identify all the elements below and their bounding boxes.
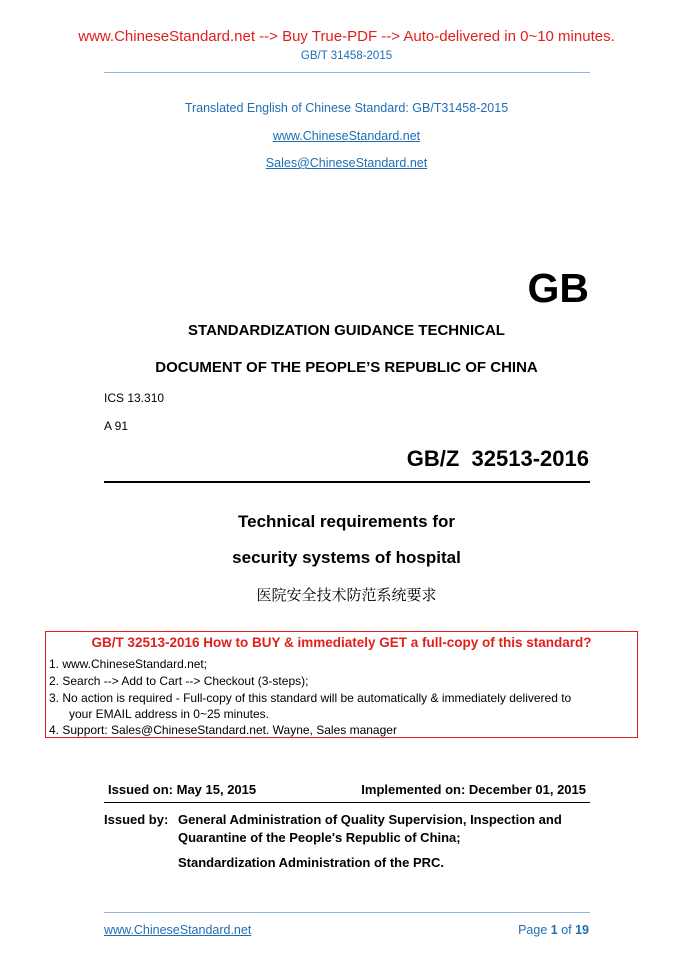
page-number	[518, 923, 589, 937]
standard-number: GB/Z 32513-2016	[406, 446, 589, 471]
english-title-line-1: Technical requirements for	[238, 512, 455, 531]
footer-site-link[interactable]: www.ChineseStandard.net	[104, 923, 252, 937]
ics-code: ICS 13.310	[104, 391, 165, 405]
header-standard-code: GB/T 31458-2015	[300, 50, 393, 62]
chinese-title: 医院安全技术防范系统要求	[256, 586, 437, 604]
footer-divider	[104, 912, 590, 913]
dates-divider	[104, 802, 590, 803]
header-divider	[104, 72, 590, 73]
buy-step-1[interactable]: 1. www.ChineseStandard.net;	[49, 657, 208, 671]
issued-date: Issued on: May 15, 2015	[108, 782, 257, 797]
issued-by-label: Issued by:	[104, 812, 169, 827]
page-of: of	[557, 923, 576, 937]
english-title-line-2: security systems of hospital	[232, 548, 461, 567]
translation-note: Translated English of Chinese Standard: GB/T31458-2015	[184, 101, 509, 115]
page-current: 1	[550, 923, 558, 937]
buy-step-2: 2. Search --> Add to Cart --> Checkout (3-steps);	[49, 674, 309, 688]
footer-site-row	[104, 923, 251, 937]
implemented-date: Implemented on: December 01, 2015	[361, 782, 586, 797]
page-total: 19	[575, 923, 589, 937]
translation-site-row	[0, 129, 693, 143]
buy-step-3-continued: your EMAIL address in 0~25 minutes.	[49, 707, 269, 721]
page-prefix: Page	[518, 923, 551, 937]
site-link[interactable]: www.ChineseStandard.net	[272, 129, 421, 143]
ccs-code: A 91	[104, 419, 129, 433]
issuer-line-2: Quarantine of the People's Republic of China;	[178, 830, 461, 845]
issuer-line-3: Standardization Administration of the PRC.	[178, 855, 445, 870]
gb-mark: GB	[527, 265, 589, 311]
buy-box-title: GB/T 32513-2016 How to BUY & immediately GET a full-copy of this standard?	[91, 635, 592, 650]
header-promo-link[interactable]: www.ChineseStandard.net --> Buy True-PDF --> Auto-delivered in 0~10 minutes.	[78, 28, 615, 45]
issuer-title-line-1: STANDARDIZATION GUIDANCE TECHNICAL	[188, 322, 505, 339]
translation-email-row	[0, 156, 693, 170]
issuer-title-line-2: DOCUMENT OF THE PEOPLE’S REPUBLIC OF CHINA	[155, 359, 538, 376]
email-link[interactable]: Sales@ChineseStandard.net	[265, 156, 428, 170]
buy-step-3: 3. No action is required - Full-copy of this standard will be automatically & immediately delivered to	[49, 691, 572, 705]
issuer-line-1: General Administration of Quality Supervision, Inspection and	[178, 812, 562, 827]
buy-instructions-box	[45, 631, 638, 738]
standard-number-divider	[104, 481, 590, 483]
buy-step-4: 4. Support: Sales@ChineseStandard.net. Wayne, Sales manager	[49, 723, 397, 737]
